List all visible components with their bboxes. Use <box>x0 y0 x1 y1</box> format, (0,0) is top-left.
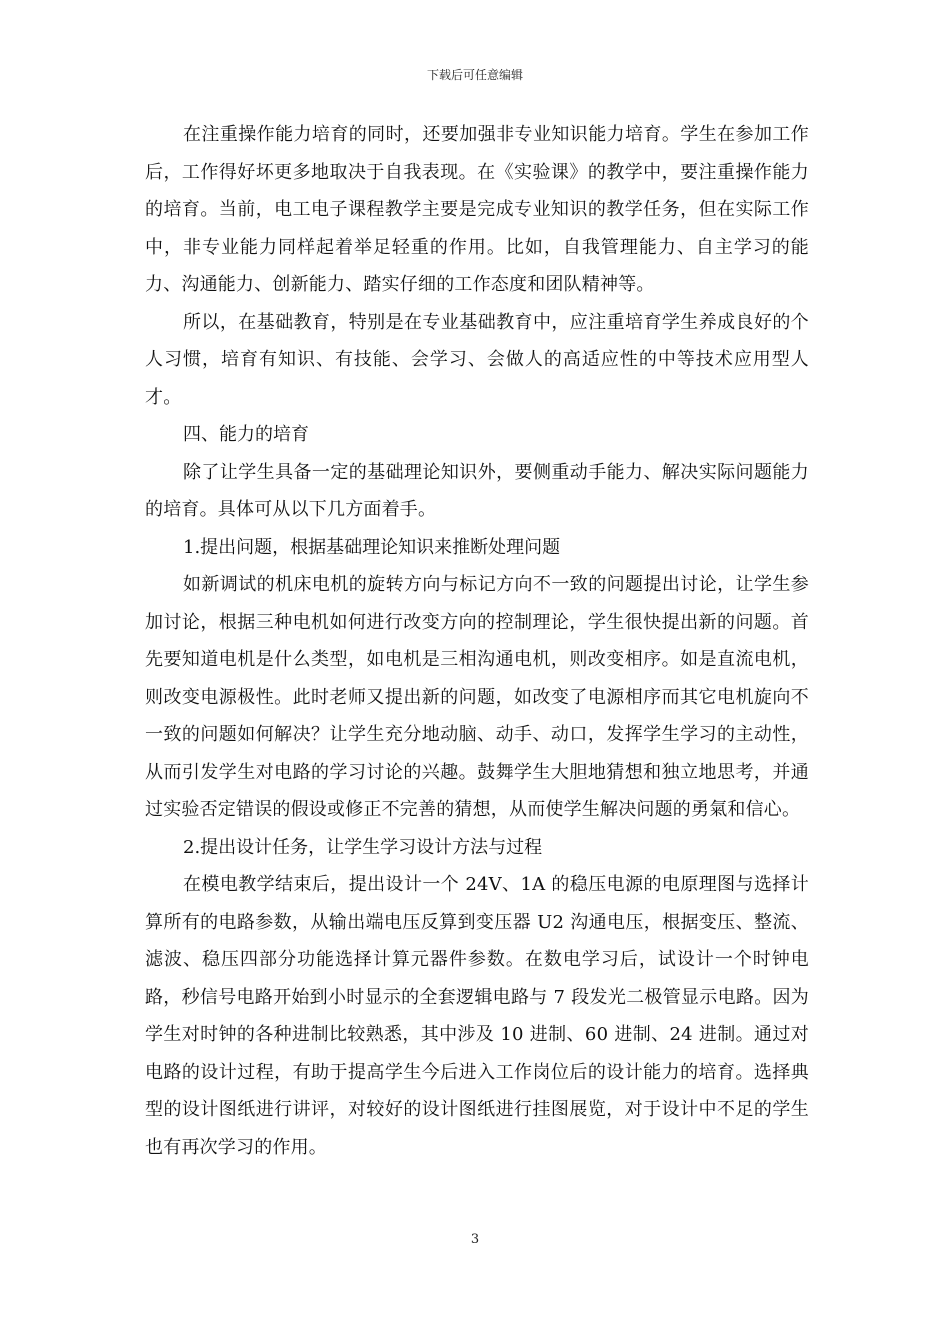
paragraph-basic-education: 所以，在基础教育，特别是在专业基础教育中，应注重培育学生养成良好的个人习惯，培育有知识、有技能、会学习、会做人的高适应性的中等技术应用型人才。 <box>145 311 809 408</box>
subheading-design-tasks: 2.提出设计任务，让学生学习设计方法与过程 <box>183 836 543 858</box>
paragraph-operation-ability: 在注重操作能力培育的同时，还要加强非专业知识能力培育。学生在参加工作后，工作得好坏更多地取决于自我表现。在《实验课》的教学中，要注重操作能力的培育。当前，电工电子课程教学主要是完成专业知识的教学任务，但在实际工作中，非专业能力同样起着举足轻重的作用。比如，自我管理能力、自主学习的能力、沟通能力、创新能力、踏实仔细的工作态度和团队精神等。 <box>145 124 809 295</box>
subheading-raise-questions: 1.提出问题，根据基础理论知识来推断处理问题 <box>183 536 561 558</box>
page-number: 3 <box>470 1232 480 1247</box>
paragraph-hands-on-ability: 除了让学生具备一定的基础理论知识外，要侧重动手能力、解决实际问题能力的培育。具体可从以下几方面着手。 <box>145 461 809 520</box>
page-header: 下载后可任意编辑 <box>426 68 523 82</box>
section-heading-ability: 四、能力的培育 <box>183 424 309 445</box>
paragraph-motor-discussion: 如新调试的机床电机的旋转方向与标记方向不一致的问题提出讨论，让学生参加讨论，根据三种电机如何进行改变方向的控制理论，学生很快提出新的问题。首先要知道电机是什么类型，如电机是三相沟通电机，则改变相序。如是直流电机，则改变电源极性。此时老师又提出新的问题，如改变了电源相序而其它电机旋向不一致的问题如何解决？让学生充分地动脑、动手、动口，发挥学生学习的主动性，从而引发学生对电路的学习讨论的兴趣。鼓舞学生大胆地猜想和独立地思考，并通过实验否定错误的假设或修正不完善的猜想，从而使学生解决问题的勇氣和信心。 <box>145 574 809 820</box>
document-body <box>145 116 809 1166</box>
paragraph-design-process: 在模电教学结束后，提出设计一个 24V、1A 的稳压电源的电原理图与选择计算所有的电路参数，从输出端电压反算到变压器 U2 沟通电压，根据变压、整流、滤波、稳压四部分功能选择计算元器件参数。在数电学习后，试设计一个时钟电路，秒信号电路开始到小时显示的全套逻辑电路与 7 段发光二极管显示电路。因为学生对时钟的各种进制比较熟悉，其中涉及 10 进制、60 进制、24 进制。通过对电路的设计过程，有助于提高学生今后进入工作岗位后的设计能力的培育。选择典型的设计图纸进行讲评，对较好的设计图纸进行挂图展览，对于设计中不足的学生也有再次学习的作用。 <box>145 874 809 1158</box>
